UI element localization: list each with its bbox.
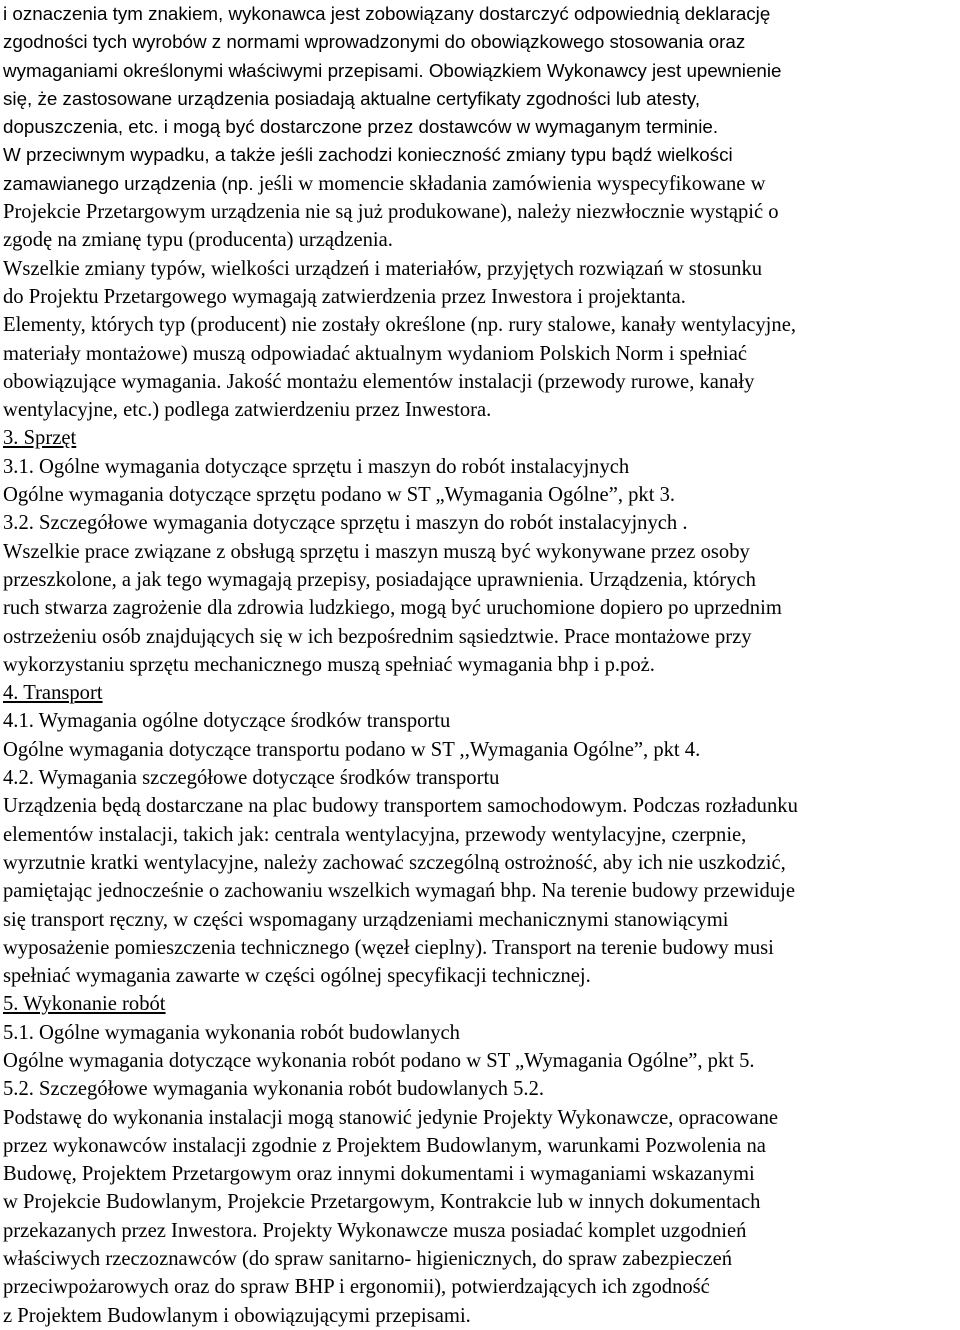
text-line: Ogólne wymagania dotyczące transportu podano w ST ,,Wymagania Ogólne”, pkt 4. — [3, 738, 701, 761]
text-line: pamiętając jednocześnie o zachowaniu wszelkich wymagań bhp. Na terenie budowy przewiduje — [3, 880, 795, 903]
text-line: obowiązujące wymagania. Jakość montażu elementów instalacji (przewody rurowe, kanały — [3, 370, 755, 393]
text-line: Wszelkie zmiany typów, wielkości urządzeń i materiałów, przyjętych rozwiązań w stosunku — [3, 257, 763, 280]
text-line: się transport ręczny, w części wspomagany urządzeniami mechanicznymi stanowiącymi — [3, 908, 729, 931]
text-line: Ogólne wymagania dotyczące sprzętu podano w ST „Wymagania Ogólne”, pkt 3. — [3, 484, 676, 507]
text-run: wymaganiami określonymi właściwymi przepisami. — [3, 59, 429, 81]
text-line — [3, 170, 957, 198]
text-line: elementów instalacji, takich jak: centrala wentylacyjna, przewody wentylacyjne, czerpnie, — [3, 823, 747, 846]
text-line: w Projekcie Budowlanym, Projekcie Przetargowym, Kontrakcie lub w innych dokumentach — [3, 1191, 761, 1214]
section-heading — [3, 679, 957, 707]
text-line — [3, 57, 957, 85]
text-line: spełniać wymagania zawarte w części ogólnej specyfikacji technicznej. — [3, 965, 591, 988]
text-line: Budowę, Projektem Przetargowym oraz innymi dokumentami i wymaganiami wskazanymi — [3, 1163, 755, 1186]
text-line: przekazanych przez Inwestora. Projekty Wykonawcze musza posiadać komplet uzgodnień — [3, 1219, 747, 1242]
text-line: przeciwpożarowych oraz do spraw BHP i ergonomii), potwierdzających ich zgodność — [3, 1276, 710, 1299]
subsection-heading: 5.2. Szczegółowe wymagania wykonania robót budowlanych 5.2. — [3, 1078, 545, 1101]
text-line: do Projektu Przetargowego wymagają zatwierdzenia przez Inwestora i projektanta. — [3, 285, 686, 308]
text-line: Podstawę do wykonania instalacji mogą stanowić jedynie Projekty Wykonawcze, opracowane — [3, 1106, 779, 1129]
subsection-heading: 3.2. Szczegółowe wymagania dotyczące sprzętu i maszyn do robót instalacyjnych . — [3, 512, 688, 535]
subsection-heading: 4.2. Wymagania szczegółowe dotyczące środków transportu — [3, 767, 500, 790]
subsection-heading: 3.1. Ogólne wymagania dotyczące sprzętu i maszyn do robót instalacyjnych — [3, 455, 630, 478]
text-line: wyrzutnie kratki wentylacyjne, należy zachować szczególną ostrożność, aby ich nie uszkodzić, — [3, 851, 786, 874]
text-line: zgodności tych wyrobów z normami wprowadzonymi do obowiązkowego stosowania oraz — [3, 31, 746, 53]
text-run: zamawianego urządzenia (np. — [3, 172, 259, 194]
text-line: i oznaczenia tym znakiem, wykonawca jest zobowiązany dostarczyć odpowiednią deklarację — [3, 3, 771, 24]
subsection-heading: 5.1. Ogólne wymagania wykonania robót budowlanych — [3, 1021, 460, 1044]
text-line: Projekcie Przetargowym urządzenia nie są już produkowane), należy niezwłocznie wystąpić o — [3, 201, 779, 224]
section-heading — [3, 990, 957, 1018]
text-line: ruch stwarza zagrożenie dla zdrowia ludzkiego, mogą być uruchomione dopiero po uprzednim — [3, 597, 782, 620]
text-line: ostrzeżeniu osób znajdujących się w ich bezpośrednim sąsiedztwie. Prace montażowe przy — [3, 625, 752, 648]
text-run: i mogą być dostarczone przez dostawców w wymaganym terminie. — [163, 116, 719, 138]
text-line: z Projektem Budowlanym i obowiązującymi przepisami. — [3, 1304, 471, 1327]
text-line: W przeciwnym wypadku, a także jeśli zachodzi konieczność zmiany typu bądź wielkości — [3, 144, 733, 166]
text-line: materiały montażowe) muszą odpowiadać aktualnym wydaniom Polskich Norm i spełniać — [3, 342, 748, 365]
text-line: Urządzenia będą dostarczane na plac budowy transportem samochodowym. Podczas rozładunku — [3, 795, 798, 818]
text-line: wentylacyjne, etc.) podlega zatwierdzeniu przez Inwestora. — [3, 399, 492, 422]
section-heading-text: 5. Wykonanie robót — [3, 993, 166, 1016]
document-page — [3, 0, 957, 1330]
text-line: właściwych rzeczoznawców (do spraw sanitarno- higienicznych, do spraw zabezpieczeń — [3, 1248, 733, 1271]
text-line: Ogólne wymagania dotyczące wykonania robót podano w ST „Wymagania Ogólne”, pkt 5. — [3, 1049, 755, 1072]
section-heading-text: 4. Transport — [3, 682, 103, 705]
text-line — [3, 113, 957, 141]
text-line: Wszelkie prace związane z obsługą sprzętu i maszyn muszą być wykonywane przez osoby — [3, 540, 750, 563]
section-heading-text: 3. Sprzęt — [3, 427, 77, 450]
text-run: Obowiązkiem Wykonawcy jest upewnienie — [428, 59, 782, 81]
text-run: dopuszczenia, etc. — [3, 116, 164, 138]
text-line: przeszkolone, a jak tego wymagają przepisy, posiadające uprawnienia. Urządzenia, których — [3, 568, 756, 591]
text-line: wyposażenie pomieszczenia technicznego (węzeł cieplny). Transport na terenie budowy musi — [3, 936, 774, 959]
text-run: jeśli w momencie składania zamówienia wyspecyfikowane w — [258, 172, 766, 195]
subsection-heading: 4.1. Wymagania ogólne dotyczące środków transportu — [3, 710, 451, 733]
text-line: zgodę na zmianę typu (producenta) urządzenia. — [3, 229, 393, 252]
text-line: się, że zastosowane urządzenia posiadają aktualne certyfikaty zgodności lub atesty, — [3, 87, 701, 109]
text-line: przez wykonawców instalacji zgodnie z Projektem Budowlanym, warunkami Pozwolenia na — [3, 1134, 766, 1157]
text-line: wykorzystaniu sprzętu mechanicznego muszą spełniać wymagania bhp i p.poż. — [3, 653, 655, 676]
section-heading — [3, 424, 957, 452]
text-line: Elementy, których typ (producent) nie zostały określone (np. rury stalowe, kanały wentylacyjne, — [3, 314, 796, 337]
